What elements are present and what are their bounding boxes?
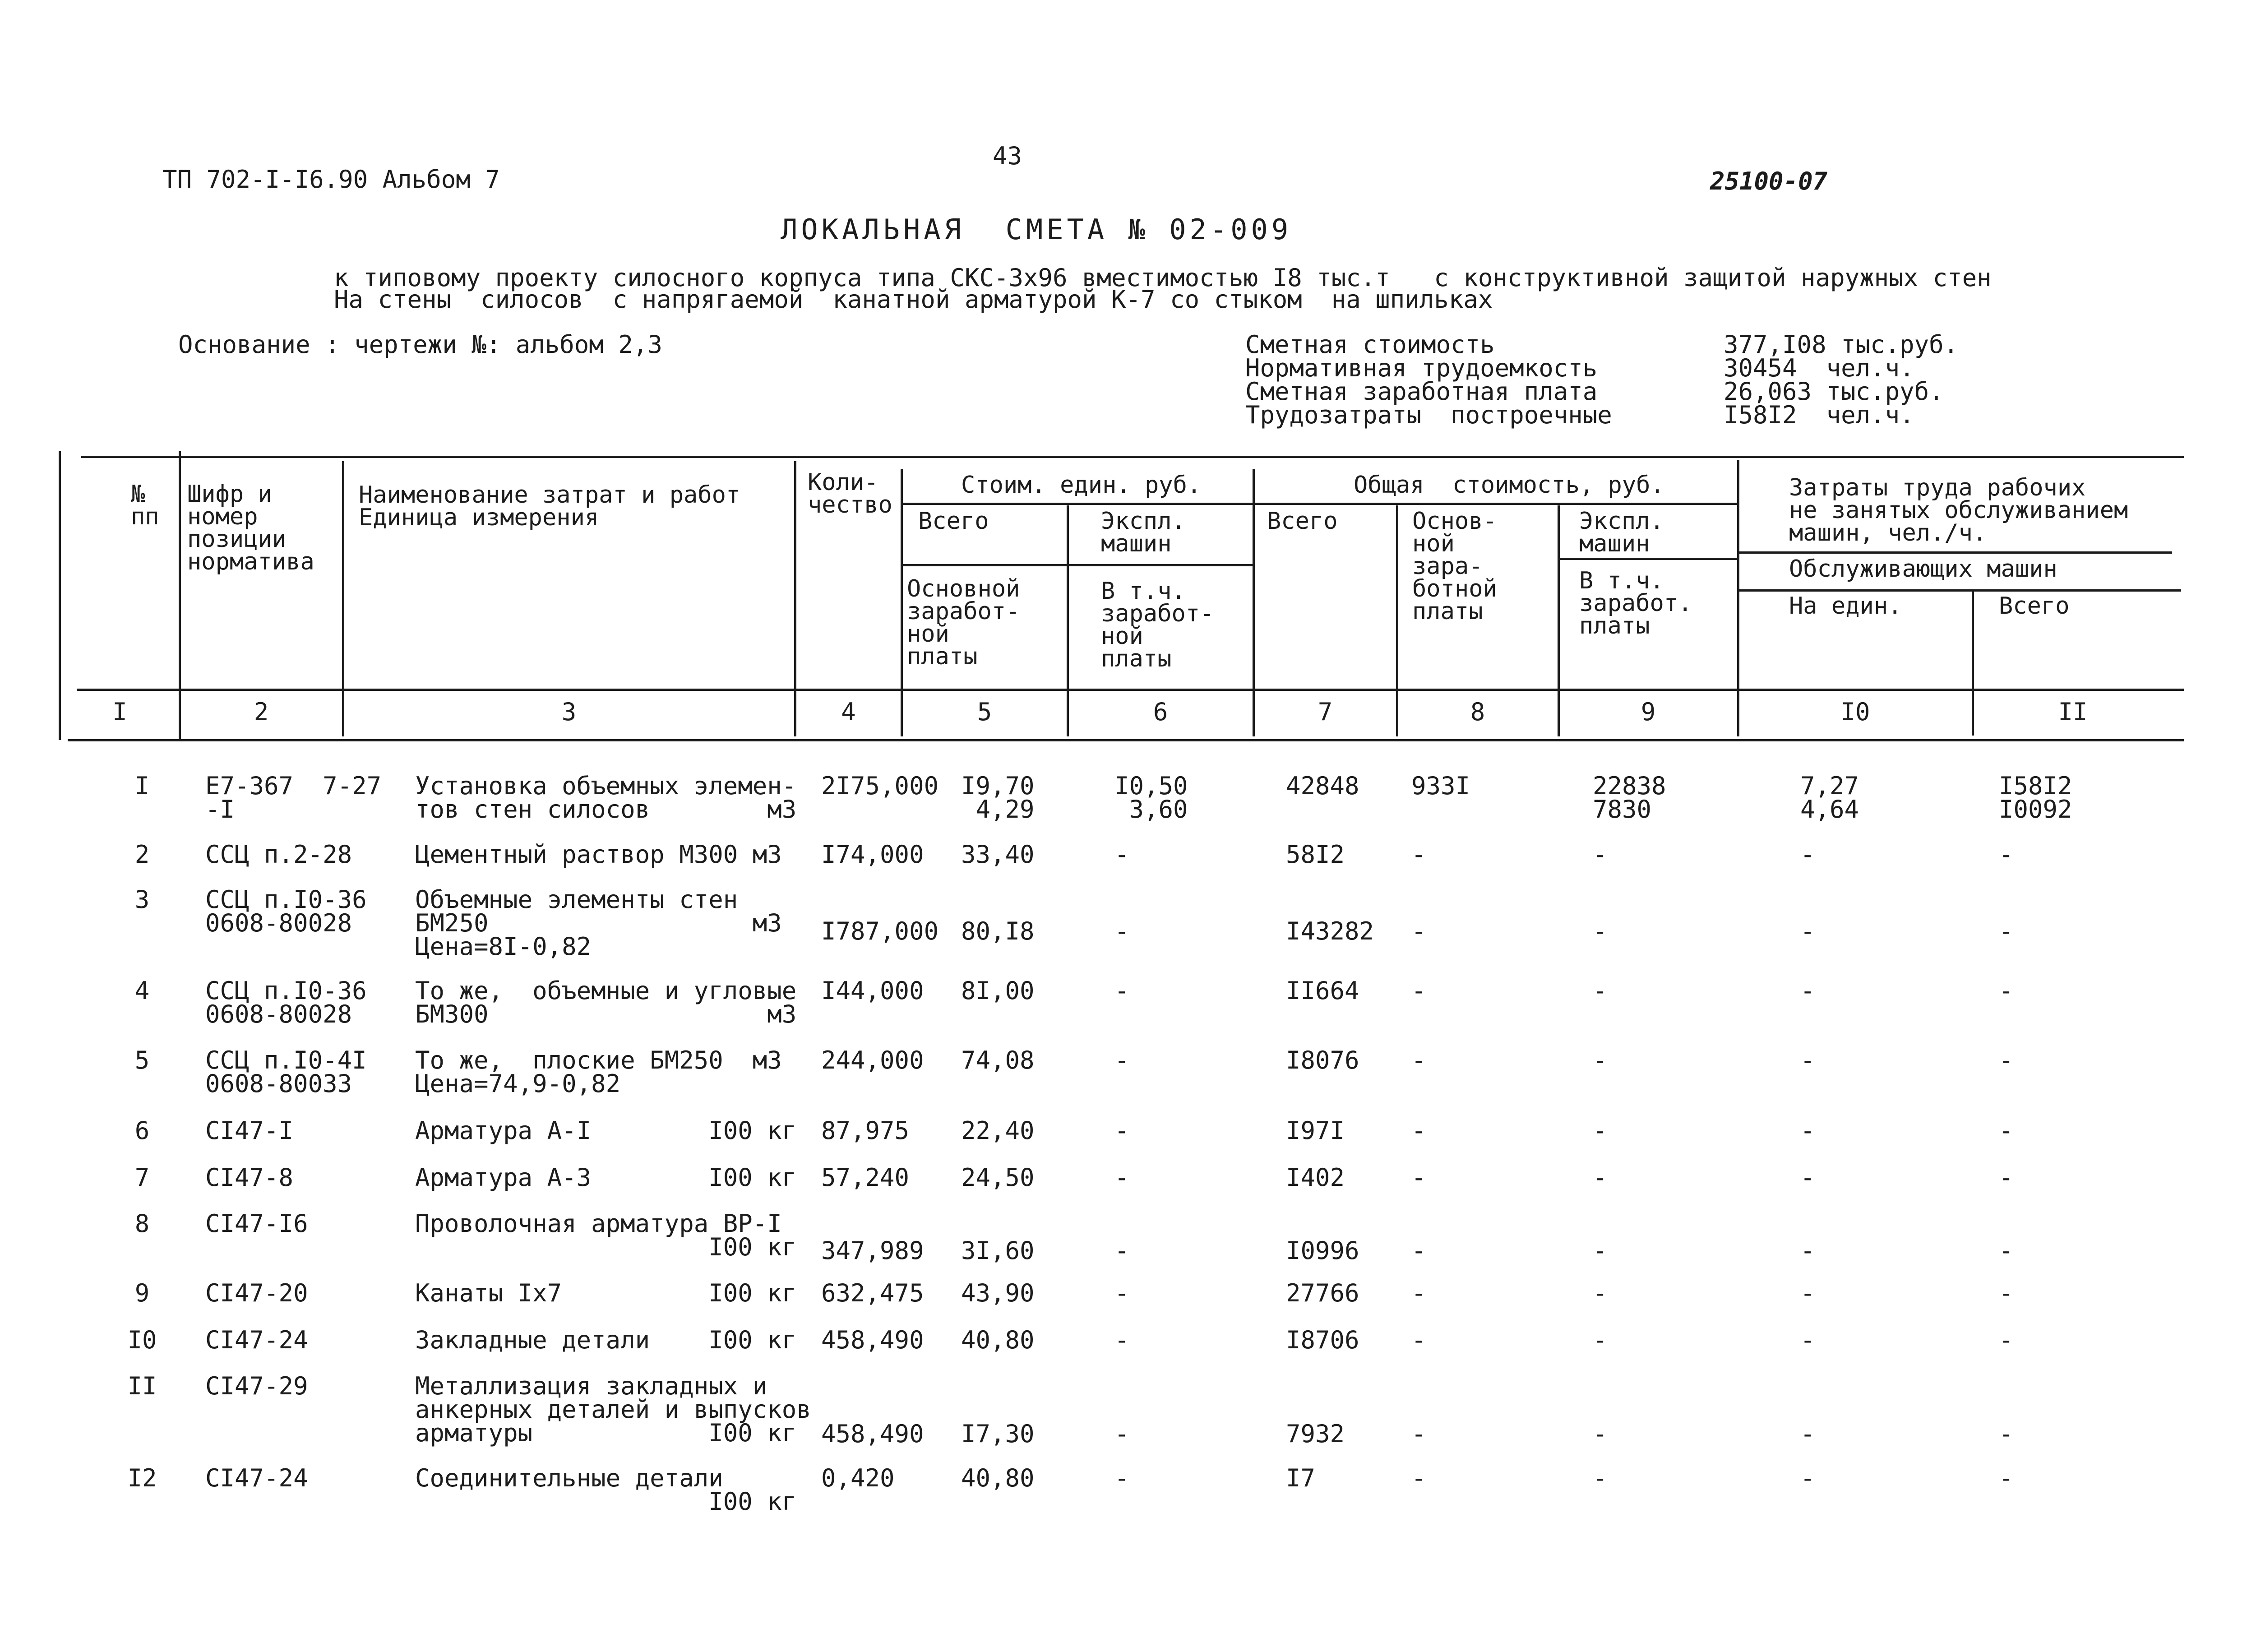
row-name: Металлизация закладных и анкерных деталей и выпусков арматуры I00 кг (415, 1372, 811, 1447)
row-total-machines: - (1593, 1163, 1608, 1192)
basis-text: Основание : чертежи №: альбом 2,3 (178, 330, 662, 359)
row-code: СI47-I6 (205, 1209, 308, 1238)
row-unit-total: 74,08 (961, 1046, 1035, 1074)
row-labor-per-unit: 7,27 4,64 (1800, 772, 1859, 824)
row-number: II (127, 1372, 157, 1400)
header-total: Всего (1267, 508, 1338, 535)
row-labor-total: - (1999, 1236, 2014, 1265)
row-labor-per-unit: - (1800, 1420, 1815, 1448)
row-code: ССЦ п.I0-4I 0608-80033 (205, 1046, 367, 1098)
row-labor-total: - (1999, 1116, 2014, 1145)
column-number: II (2058, 698, 2088, 726)
column-number: 3 (561, 698, 577, 726)
row-labor-total: - (1999, 1279, 2014, 1307)
row-code: ССЦ п.2-28 (205, 840, 352, 869)
row-labor-per-unit: - (1800, 1326, 1815, 1354)
row-total: II664 (1286, 976, 1359, 1005)
row-total-machines: - (1593, 917, 1608, 945)
row-unit-total: 3I,60 (961, 1236, 1035, 1265)
row-unit-total: I9,70 4,29 (961, 772, 1035, 824)
row-unit-total: 24,50 (961, 1163, 1035, 1192)
summary-value: I58I2 чел.ч. (1724, 401, 1914, 429)
row-quantity: 0,420 (821, 1464, 895, 1492)
row-total: I8706 (1286, 1326, 1359, 1354)
row-code: СI47-20 (205, 1279, 308, 1307)
row-number: 4 (134, 976, 150, 1005)
header-name: Наименование затрат и работ Единица измерения (359, 481, 740, 531)
row-code: СI47-29 (205, 1372, 308, 1400)
header-unit-base-salary: Основной заработ- ной платы (907, 575, 1020, 670)
row-total-machines: - (1593, 1420, 1608, 1448)
row-code: ССЦ п.I0-36 0608-80028 (205, 976, 367, 1028)
row-total: I97I (1286, 1116, 1345, 1145)
row-name: Закладные детали I00 кг (415, 1326, 797, 1354)
row-name: Канаты Iх7 I00 кг (415, 1279, 797, 1307)
column-number: I (112, 698, 127, 726)
document-title: ЛОКАЛЬНАЯ СМЕТА № 02-009 (781, 213, 1292, 246)
row-labor-per-unit: - (1800, 976, 1815, 1005)
header-quantity: Коли- чество (808, 469, 892, 518)
row-labor-total: - (1999, 1464, 2014, 1492)
row-code: СI47-I (205, 1116, 294, 1145)
header-total-machines: Экспл. машин (1579, 508, 1664, 557)
row-total: 7932 (1286, 1420, 1345, 1448)
row-unit-machines: - (1114, 1464, 1129, 1492)
row-total-machines: 22838 7830 (1593, 772, 1666, 824)
document-reference: ТП 702-I-I6.90 Альбом 7 (162, 165, 500, 194)
row-total-base-salary: - (1411, 917, 1426, 945)
row-unit-total: 40,80 (961, 1464, 1035, 1492)
row-labor-per-unit: - (1800, 1046, 1815, 1074)
row-labor-total: - (1999, 1420, 2014, 1448)
row-total: I7 (1286, 1464, 1316, 1492)
row-unit-machines: - (1114, 917, 1129, 945)
row-unit-machines: - (1114, 976, 1129, 1005)
header-labor: Затраты труда рабочих не занятых обслуживанием машин, чел./ч. (1789, 474, 2128, 546)
row-total-base-salary: - (1411, 1464, 1426, 1492)
document-code: 25100-07 (1710, 167, 1828, 195)
row-number: I0 (127, 1326, 157, 1354)
row-code: Е7-367 7-27 -I (205, 772, 382, 824)
header-unit-machines: Экспл. машин (1101, 508, 1186, 557)
column-number: I0 (1840, 698, 1870, 726)
row-unit-total: 8I,00 (961, 976, 1035, 1005)
row-total-machines: - (1593, 1279, 1608, 1307)
summary-value: 377,I08 тыс.руб. (1724, 330, 1959, 359)
row-number: 7 (134, 1163, 150, 1192)
column-number: 7 (1318, 698, 1333, 726)
row-total-base-salary: - (1411, 840, 1426, 869)
row-unit-machines: - (1114, 1326, 1129, 1354)
row-unit-machines: - (1114, 840, 1129, 869)
row-name: Цементный раствор М300 м3 (415, 840, 782, 869)
row-unit-total: 33,40 (961, 840, 1035, 869)
row-total-base-salary: - (1411, 1046, 1426, 1074)
row-labor-per-unit: - (1800, 1236, 1815, 1265)
header-code: Шифр и номер позиции норматива (187, 481, 314, 575)
row-name: Установка объемных элемен- тов стен силосов м3 (415, 772, 797, 824)
row-number: 5 (134, 1046, 150, 1074)
row-unit-total: I7,30 (961, 1420, 1035, 1448)
summary-label: Сметная заработная плата (1245, 377, 1598, 406)
row-total-machines: - (1593, 840, 1608, 869)
row-total-base-salary: - (1411, 1116, 1426, 1145)
row-unit-total: 80,I8 (961, 917, 1035, 945)
row-labor-per-unit: - (1800, 1279, 1815, 1307)
header-labor-per-unit: На един. (1789, 592, 1902, 620)
row-total-base-salary: 933I (1411, 772, 1470, 800)
row-labor-total: I58I2 I0092 (1999, 772, 2072, 824)
row-unit-total: 43,90 (961, 1279, 1035, 1307)
row-quantity: 458,490 (821, 1420, 924, 1448)
header-total-machine-salary: В т.ч. заработ. платы (1579, 567, 1692, 639)
row-total: 27766 (1286, 1279, 1359, 1307)
row-number: I2 (127, 1464, 157, 1492)
column-number: 4 (841, 698, 856, 726)
column-number: 8 (1470, 698, 1485, 726)
row-quantity: 347,989 (821, 1236, 924, 1265)
row-total-base-salary: - (1411, 1420, 1426, 1448)
row-unit-machines: - (1114, 1163, 1129, 1192)
row-unit-machines: - (1114, 1116, 1129, 1145)
row-code: ССЦ п.I0-36 0608-80028 (205, 885, 367, 937)
header-unit-cost: Стоим. един. руб. (961, 472, 1202, 499)
row-quantity: I787,000 (821, 917, 939, 945)
row-labor-per-unit: - (1800, 840, 1815, 869)
row-labor-per-unit: - (1800, 1163, 1815, 1192)
subtitle-line-1: к типовому проекту силосного корпуса типа СКС-3х96 вместимостью I8 тыс.т с конструктивной защитой наружных стен (334, 264, 1992, 292)
row-unit-machines: - (1114, 1279, 1129, 1307)
row-labor-per-unit: - (1800, 1464, 1815, 1492)
header-row-number: № пп (131, 481, 159, 530)
row-unit-total: 22,40 (961, 1116, 1035, 1145)
row-name: Проволочная арматура ВР-I I00 кг (415, 1209, 797, 1261)
row-total-base-salary: - (1411, 1236, 1426, 1265)
column-number: 9 (1641, 698, 1656, 726)
column-number: 2 (254, 698, 269, 726)
row-total-machines: - (1593, 1326, 1608, 1354)
row-code: СI47-24 (205, 1326, 308, 1354)
row-name: Арматура А-3 I00 кг (415, 1163, 797, 1192)
row-total-machines: - (1593, 1116, 1608, 1145)
row-total-machines: - (1593, 976, 1608, 1005)
header-total-cost: Общая стоимость, руб. (1354, 472, 1664, 499)
row-total-base-salary: - (1411, 1326, 1426, 1354)
row-unit-machines: - (1114, 1046, 1129, 1074)
header-unit-total: Всего (918, 508, 989, 535)
row-number: 9 (134, 1279, 150, 1307)
row-quantity: I44,000 (821, 976, 924, 1005)
row-quantity: I74,000 (821, 840, 924, 869)
row-total-base-salary: - (1411, 1163, 1426, 1192)
row-quantity: 458,490 (821, 1326, 924, 1354)
row-total: I0996 (1286, 1236, 1359, 1265)
summary-label: Сметная стоимость (1245, 330, 1495, 359)
row-total-machines: - (1593, 1046, 1608, 1074)
row-total: 42848 (1286, 772, 1359, 800)
subtitle-line-2: На стены силосов с напрягаемой канатной арматурой К-7 со стыком на шпильках (334, 285, 1493, 314)
row-quantity: 87,975 (821, 1116, 910, 1145)
header-total-base-salary: Основ- ной зара- ботной платы (1412, 508, 1497, 625)
header-labor-total: Всего (1999, 592, 2070, 620)
row-quantity: 2I75,000 (821, 772, 939, 800)
column-number: 5 (977, 698, 992, 726)
row-name: Соединительные детали I00 кг (415, 1464, 797, 1516)
row-number: I (134, 772, 150, 800)
row-labor-total: - (1999, 976, 2014, 1005)
column-number: 6 (1153, 698, 1168, 726)
row-quantity: 244,000 (821, 1046, 924, 1074)
row-total: I402 (1286, 1163, 1345, 1192)
row-quantity: 632,475 (821, 1279, 924, 1307)
row-name: То же, объемные и угловые БМ300 м3 (415, 976, 797, 1028)
row-labor-per-unit: - (1800, 1116, 1815, 1145)
row-labor-total: - (1999, 1046, 2014, 1074)
row-total-base-salary: - (1411, 976, 1426, 1005)
row-number: 6 (134, 1116, 150, 1145)
row-name: То же, плоские БМ250 м3 Цена=74,9-0,82 (415, 1046, 782, 1098)
row-total-base-salary: - (1411, 1279, 1426, 1307)
summary-value: 30454 чел.ч. (1724, 354, 1914, 382)
page-number: 43 (993, 142, 1022, 170)
row-labor-total: - (1999, 1163, 2014, 1192)
row-labor-total: - (1999, 1326, 2014, 1354)
row-code: СI47-24 (205, 1464, 308, 1492)
summary-label: Нормативная трудоемкость (1245, 354, 1598, 382)
row-unit-machines: - (1114, 1420, 1129, 1448)
row-total: I43282 (1286, 917, 1374, 945)
row-total-machines: - (1593, 1464, 1608, 1492)
row-code: СI47-8 (205, 1163, 294, 1192)
summary-label: Трудозатраты построечные (1245, 401, 1612, 429)
row-total: 58I2 (1286, 840, 1345, 869)
row-number: 2 (134, 840, 150, 869)
header-labor-sub: Обслуживающих машин (1789, 555, 2057, 583)
row-labor-total: - (1999, 840, 2014, 869)
row-total-machines: - (1593, 1236, 1608, 1265)
row-labor-per-unit: - (1800, 917, 1815, 945)
row-unit-machines: I0,50 3,60 (1114, 772, 1188, 824)
row-number: 3 (134, 885, 150, 914)
row-unit-total: 40,80 (961, 1326, 1035, 1354)
row-name: Арматура А-I I00 кг (415, 1116, 797, 1145)
summary-value: 26,063 тыс.руб. (1724, 377, 1944, 406)
row-total: I8076 (1286, 1046, 1359, 1074)
row-quantity: 57,240 (821, 1163, 910, 1192)
row-name: Объемные элементы стен БМ250 м3 Цена=8I-0,82 (415, 885, 782, 961)
row-labor-total: - (1999, 917, 2014, 945)
header-unit-machine-salary: В т.ч. заработ- ной платы (1101, 578, 1214, 672)
row-number: 8 (134, 1209, 150, 1238)
row-unit-machines: - (1114, 1236, 1129, 1265)
